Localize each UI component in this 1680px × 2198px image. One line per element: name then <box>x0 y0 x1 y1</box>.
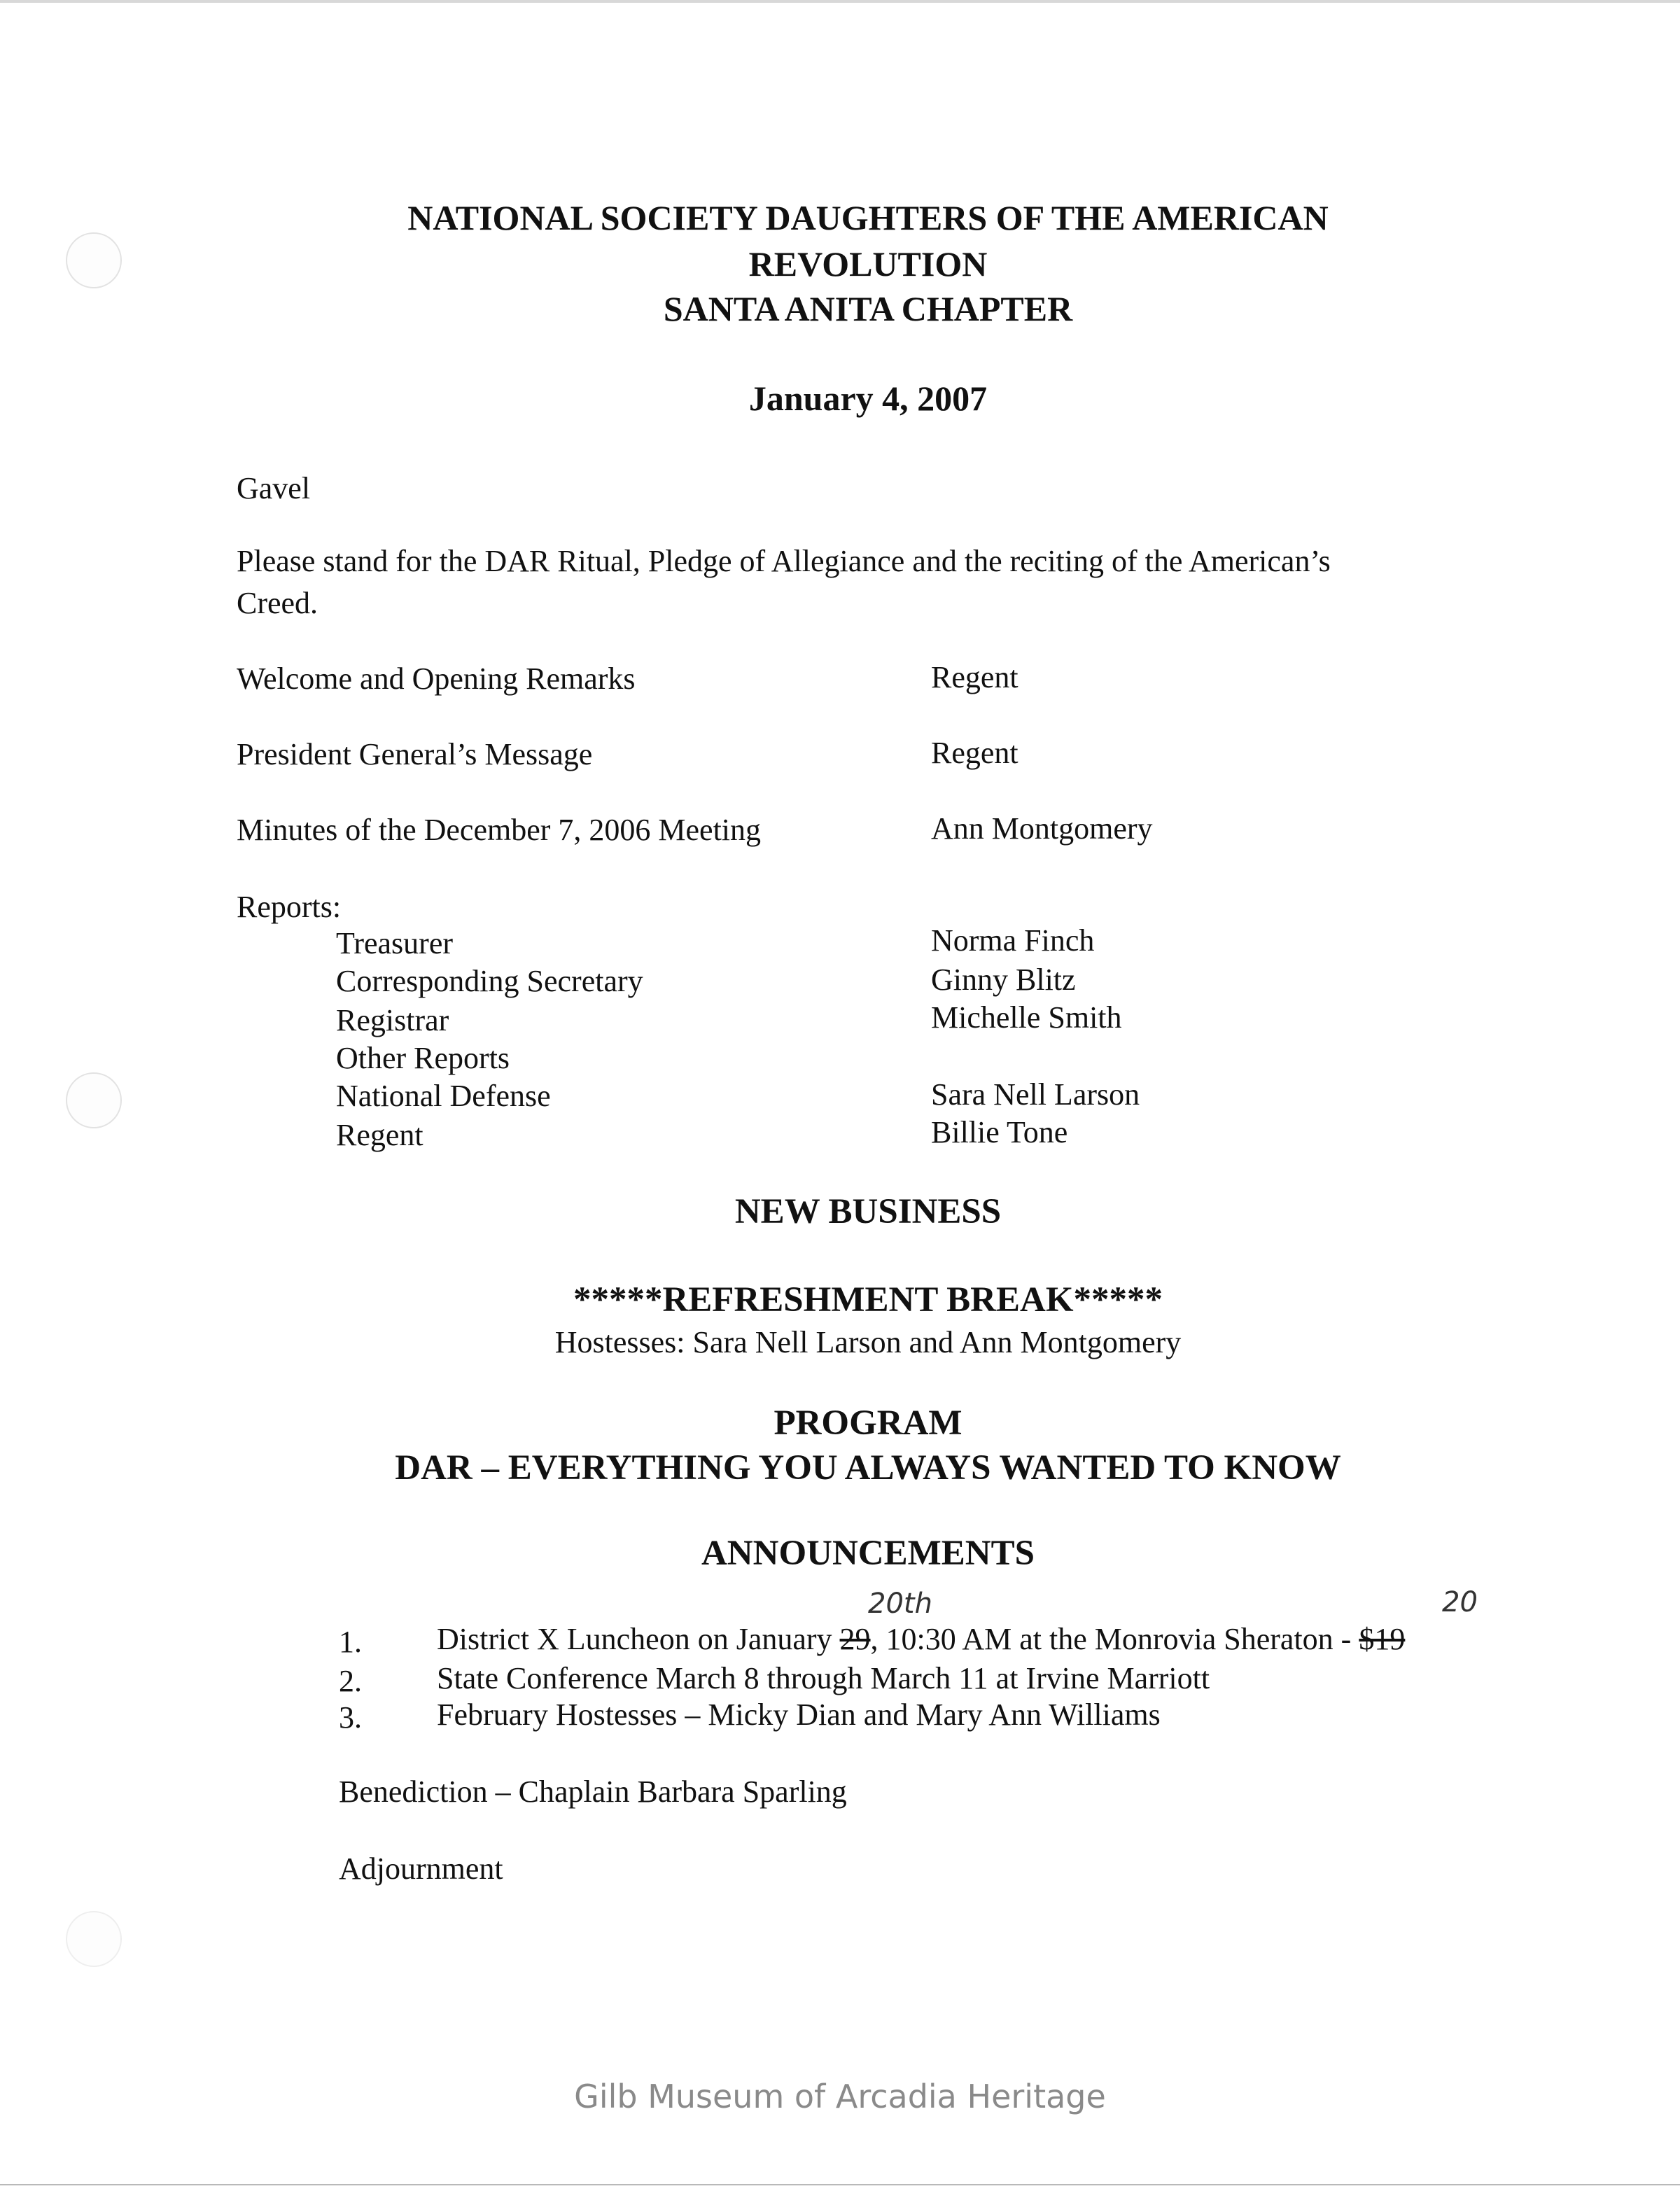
pledge-text-line-2: Creed. <box>237 586 318 620</box>
report-item: Treasurer <box>336 926 453 960</box>
announcement-text: District X Luncheon on January <box>437 1622 840 1656</box>
report-person: Norma Finch <box>931 923 1095 958</box>
announcement-number: 1. <box>339 1625 362 1659</box>
handwritten-date-correction: 20th <box>868 1588 932 1620</box>
program-heading: PROGRAM <box>774 1404 962 1443</box>
announcement-number: 2. <box>339 1664 362 1698</box>
reports-label: Reports: <box>237 890 342 924</box>
report-person: Ginny Blitz <box>931 962 1076 997</box>
announcement-text: , 10:30 AM at the Monrovia Sheraton - <box>870 1622 1359 1656</box>
announcement-item-2: State Conference March 8 through March 11 at Irvine Marriott <box>437 1661 1210 1695</box>
agenda-person: Regent <box>931 660 1018 694</box>
agenda-item: Minutes of the December 7, 2006 Meeting <box>237 813 762 847</box>
refreshment-break-heading: *****REFRESHMENT BREAK***** <box>573 1280 1163 1320</box>
report-item: Other Reports <box>336 1041 510 1075</box>
program-title: DAR – EVERYTHING YOU ALWAYS WANTED TO KNOW <box>395 1448 1341 1488</box>
agenda-person: Regent <box>931 736 1018 770</box>
report-item: National Defense <box>336 1079 551 1113</box>
gavel-text: Gavel <box>237 471 311 505</box>
report-person: Billie Tone <box>931 1115 1068 1149</box>
announcement-item-1 <box>437 1621 1405 1657</box>
org-title-line-2: REVOLUTION <box>748 244 988 284</box>
page-top-edge <box>0 0 1680 3</box>
report-person: Michelle Smith <box>931 1000 1122 1035</box>
handwritten-price-correction: 20 <box>1442 1586 1478 1618</box>
agenda-person: Ann Montgomery <box>931 811 1153 846</box>
announcement-item-3: February Hostesses – Micky Dian and Mary Ann Williams <box>437 1698 1161 1732</box>
hostesses-line: Hostesses: Sara Nell Larson and Ann Montgomery <box>554 1325 1182 1359</box>
agenda-item: Welcome and Opening Remarks <box>237 662 636 696</box>
report-person: Sara Nell Larson <box>931 1077 1140 1112</box>
org-title-line-1: NATIONAL SOCIETY DAUGHTERS OF THE AMERICAN <box>407 198 1329 237</box>
meeting-date: January 4, 2007 <box>748 379 988 418</box>
punch-hole <box>66 1072 122 1128</box>
benediction-line: Benediction – Chaplain Barbara Sparling <box>339 1774 847 1809</box>
adjournment-line: Adjournment <box>339 1851 503 1886</box>
pledge-text-line-1: Please stand for the DAR Ritual, Pledge of Allegiance and the reciting of the American’s <box>237 544 1331 578</box>
new-business-heading: NEW BUSINESS <box>734 1192 1002 1231</box>
struck-date: 29 <box>839 1622 871 1656</box>
announcement-number: 3. <box>339 1700 362 1735</box>
report-item: Corresponding Secretary <box>336 964 643 998</box>
report-item: Regent <box>336 1118 424 1152</box>
agenda-item: President General’s Message <box>237 737 593 771</box>
page-bottom-edge <box>0 2184 1680 2185</box>
struck-price: $19 <box>1359 1622 1406 1656</box>
announcements-heading: ANNOUNCEMENTS <box>701 1534 1035 1573</box>
punch-hole <box>66 1911 122 1967</box>
chapter-name: SANTA ANITA CHAPTER <box>663 289 1073 328</box>
museum-watermark: Gilb Museum of Arcadia Heritage <box>574 2078 1106 2115</box>
report-item: Registrar <box>336 1003 449 1037</box>
